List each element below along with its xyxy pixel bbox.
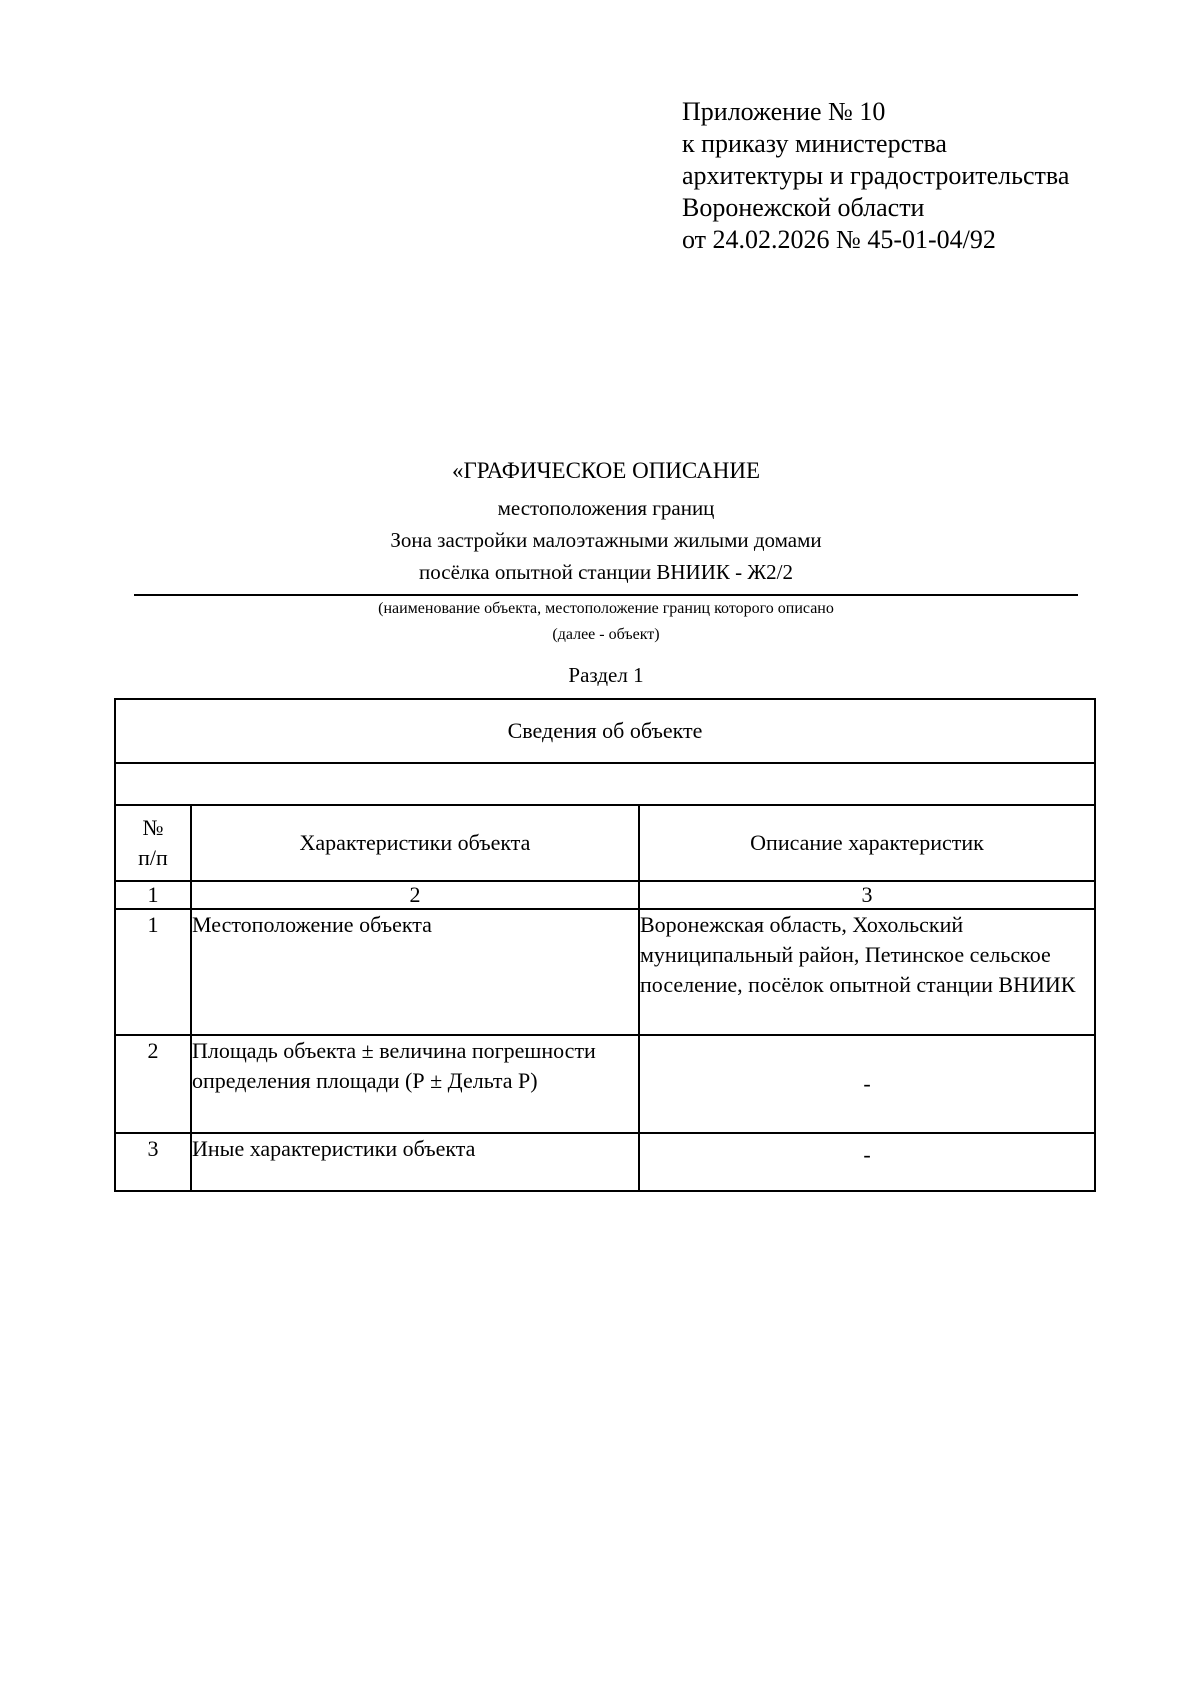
- object-info-table: [114, 698, 1096, 1192]
- row-characteristic: Иные характеристики объекта: [191, 1133, 639, 1191]
- appendix-line: от 24.02.2026 № 45-01-04/92: [682, 225, 996, 254]
- header-number: [115, 805, 191, 881]
- empty-cell: [115, 763, 1095, 805]
- title-block: [134, 456, 1078, 690]
- title-note: (наименование объекта, местоположение границ которого описано: [378, 600, 834, 617]
- row-number: 3: [115, 1133, 191, 1191]
- appendix-header: [682, 96, 1069, 256]
- table-caption: Сведения об объекте: [115, 699, 1095, 763]
- column-number: 3: [639, 881, 1095, 909]
- title-subtitle: местоположения границ: [497, 496, 715, 520]
- header-characteristics: Характеристики объекта: [191, 805, 639, 881]
- document-title: «ГРАФИЧЕСКОЕ ОПИСАНИЕ: [451, 458, 760, 483]
- table-empty-row: [115, 763, 1095, 805]
- title-note-continued: (далее - объект): [552, 626, 660, 643]
- header-number-abbr: п/п: [138, 845, 168, 870]
- column-number: 1: [115, 881, 191, 909]
- appendix-line: Воронежской области: [682, 193, 925, 222]
- appendix-line: к приказу министерства: [682, 129, 947, 158]
- row-number: 2: [115, 1035, 191, 1133]
- column-number-row: [115, 881, 1095, 909]
- row-description: -: [639, 1133, 1095, 1191]
- header-number-sign: №: [142, 815, 164, 840]
- row-characteristic: Площадь объекта ± величина погрешности определения площади (Р ± Дельта Р): [191, 1035, 639, 1133]
- table-row: [115, 1133, 1095, 1191]
- header-description: Описание характеристик: [639, 805, 1095, 881]
- column-number: 2: [191, 881, 639, 909]
- table-header-row: [115, 805, 1095, 881]
- table-row: [115, 1035, 1095, 1133]
- table-caption-row: [115, 699, 1095, 763]
- appendix-line: Приложение № 10: [682, 97, 886, 126]
- row-description: -: [639, 1035, 1095, 1133]
- object-name: Зона застройки малоэтажными жилыми домами: [390, 528, 822, 552]
- appendix-line: архитектуры и градостроительства: [682, 161, 1070, 190]
- table-row: [115, 909, 1095, 1035]
- section-label: Раздел 1: [568, 663, 644, 687]
- row-number: 1: [115, 909, 191, 1035]
- row-description: Воронежская область, Хохольский муниципальный район, Петинское сельское поселение, посёлок опытной станции ВНИИК: [639, 909, 1095, 1035]
- object-name-continued: посёлка опытной станции ВНИИК - Ж2/2: [418, 560, 794, 584]
- row-characteristic: Местоположение объекта: [191, 909, 639, 1035]
